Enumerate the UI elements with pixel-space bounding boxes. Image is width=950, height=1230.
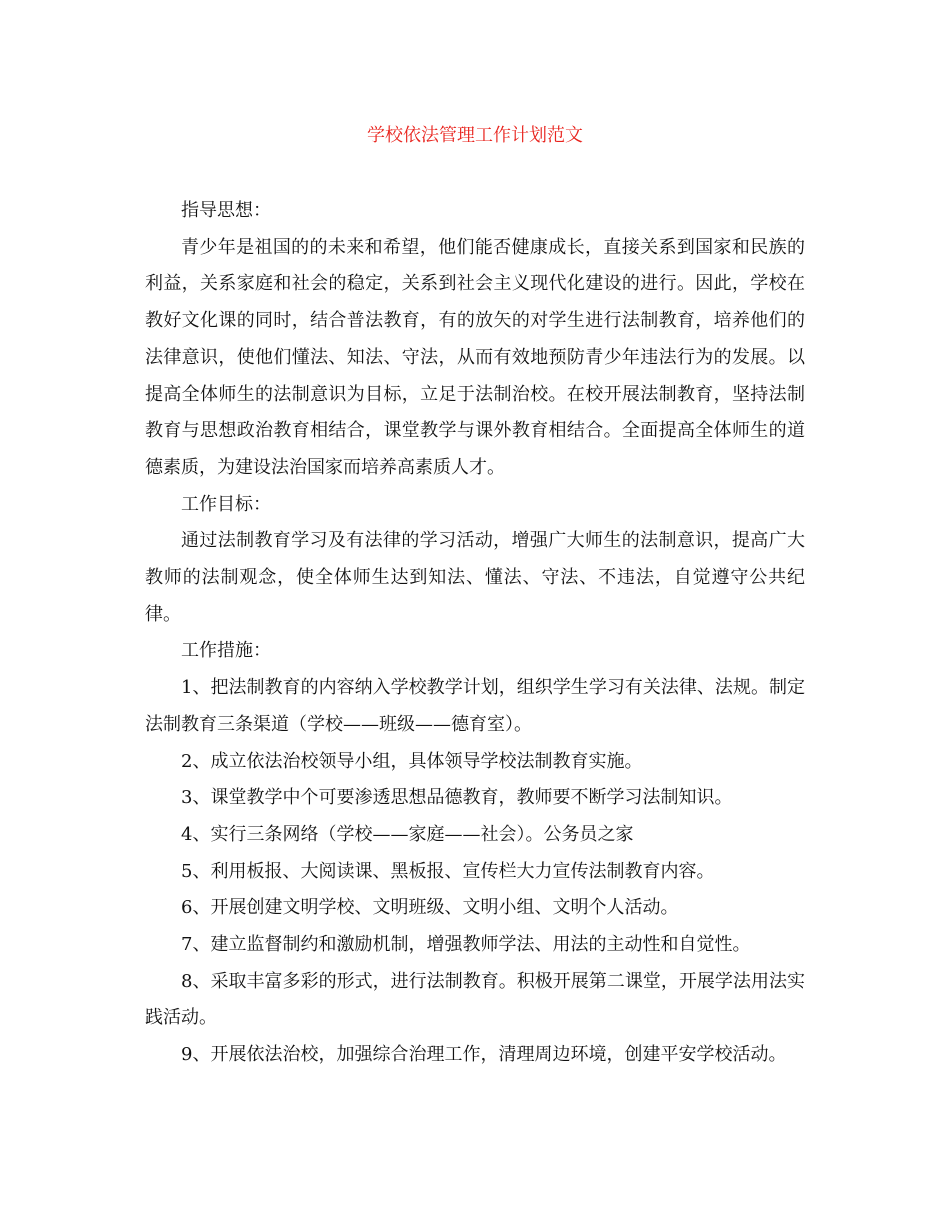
- goal-heading: 工作目标：: [181, 493, 271, 515]
- measure-item-1: 1、把法制教育的内容纳入学校教学计划，组织学生学习有关法律、法规。制定法制教育三条渠道（学校——班级——德育室）。: [145, 677, 805, 735]
- document-title: 学校依法管理工作计划范文: [367, 125, 583, 146]
- guiding-paragraph: 青少年是祖国的的未来和希望，他们能否健康成长，直接关系到国家和民族的利益，关系家庭和社会的稳定，关系到社会主义现代化建设的进行。因此，学校在教好文化课的同时，结合普法教育，有的放矢的对学生进行法制教育，培养他们的法律意识，使他们懂法、知法、守法，从而有效地预防青少年违法行为的发展。以提高全体师生的法制意识为目标，立足于法制治校。在校开展法制教育，坚持法制教育与思想政治教育相结合，课堂教学与课外教育相结合。全面提高全体师生的道德素质，为建设法治国家而培养高素质人才。: [145, 236, 805, 478]
- goal-paragraph: 通过法制教育学习及有法律的学习活动，增强广大师生的法制意识，提高广大教师的法制观念，使全体师生达到知法、懂法、守法、不违法，自觉遵守公共纪律。: [145, 530, 805, 625]
- measure-item-2: 2、成立依法治校领导小组，具体领导学校法制教育实施。: [181, 750, 643, 772]
- measure-item-9: 9、开展依法治校，加强综合治理工作，清理周边环境，创建平安学校活动。: [181, 1044, 787, 1066]
- measure-item-3: 3、课堂教学中个可要渗透思想品德教育，教师要不断学习法制知识。: [181, 787, 733, 809]
- measure-item-5: 5、利用板报、大阅读课、黑板报、宣传栏大力宣传法制教育内容。: [181, 860, 715, 882]
- measure-item-6: 6、开展创建文明学校、文明班级、文明小组、文明个人活动。: [181, 897, 679, 919]
- guiding-heading: 指导思想：: [181, 200, 271, 221]
- measure-item-8: 8、采取丰富多彩的形式，进行法制教育。积极开展第二课堂，开展学法用法实践活动。: [145, 970, 805, 1029]
- measure-item-7: 7、建立监督制约和激励机制，增强教师学法、用法的主动性和自觉性。: [181, 934, 751, 956]
- measure-item-4: 4、实行三条网络（学校——家庭——社会）。公务员之家: [181, 823, 634, 845]
- measures-heading: 工作措施：: [181, 640, 271, 662]
- document-body: [145, 193, 805, 1074]
